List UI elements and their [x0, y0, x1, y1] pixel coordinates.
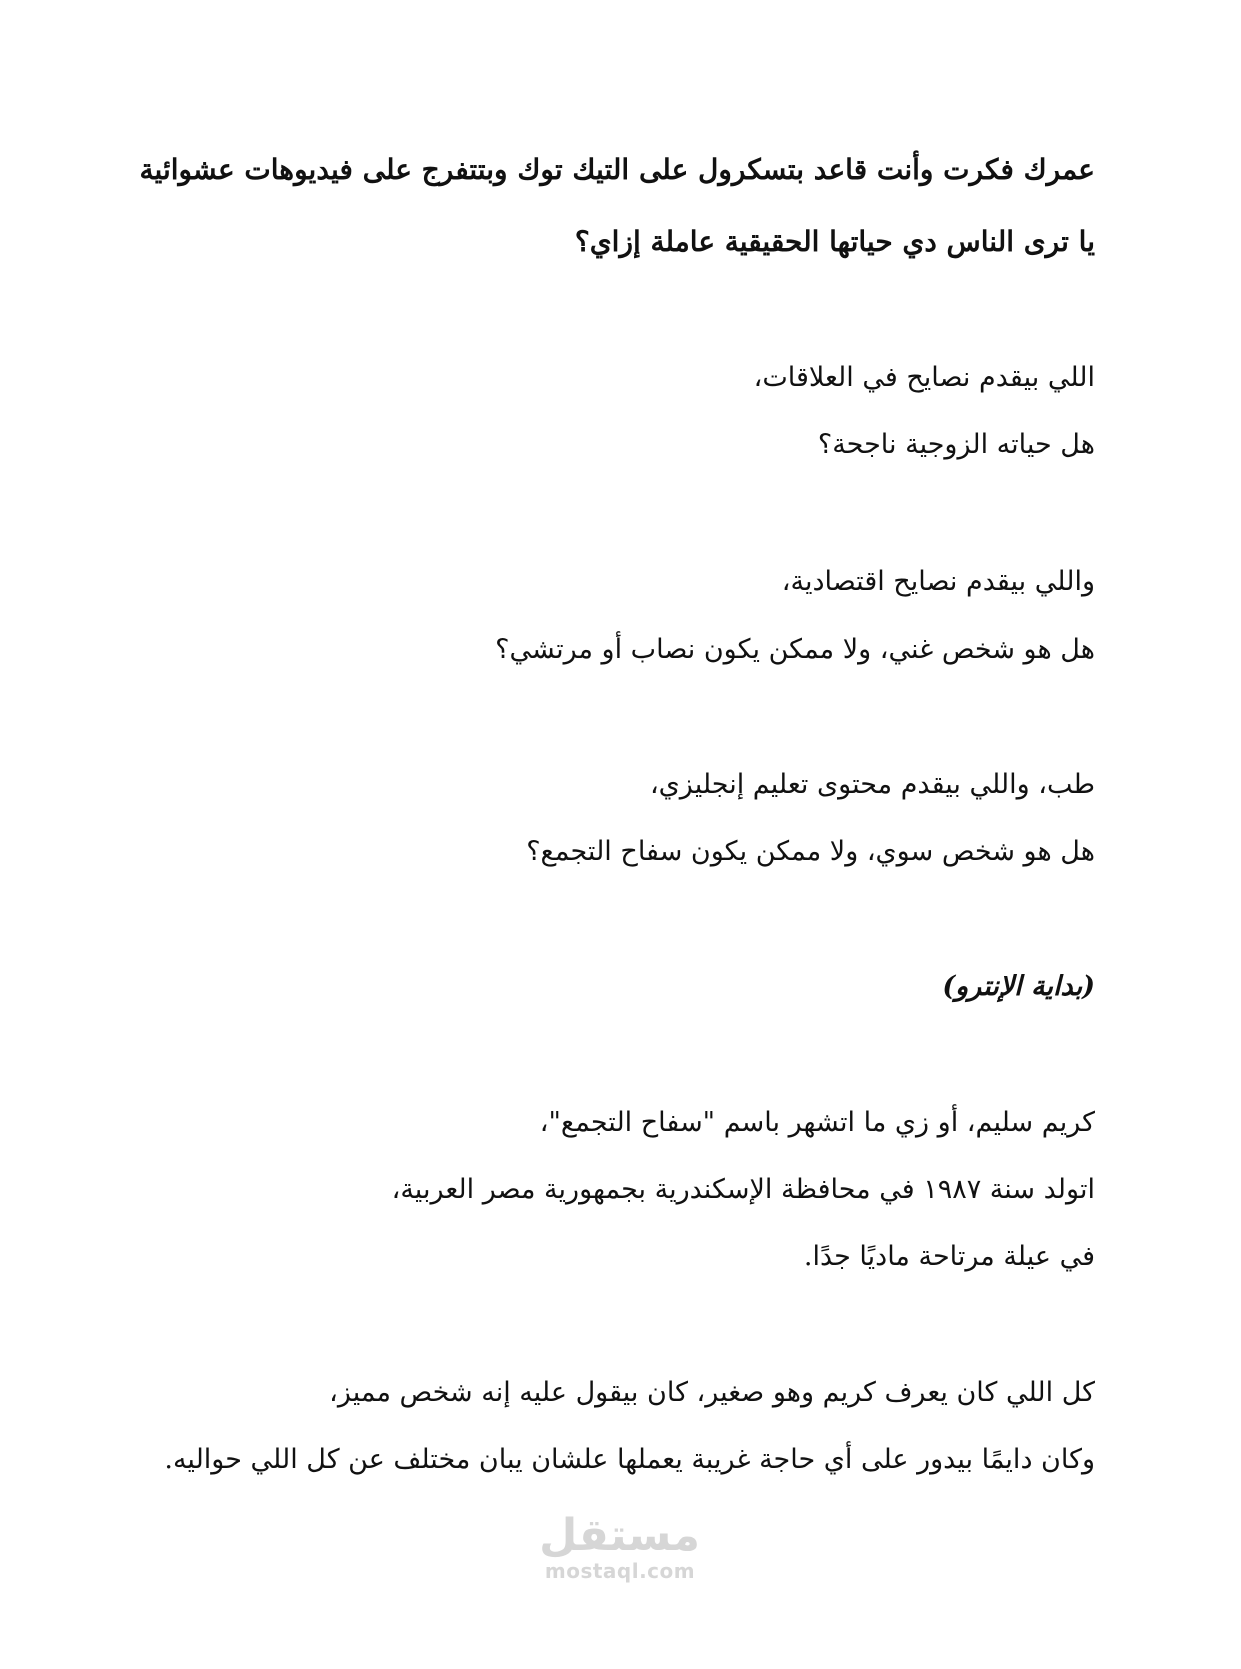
- paragraph-2-line-1: واللي بيقدم نصايح اقتصادية،: [781, 566, 1095, 597]
- paragraph-3-line-2: هل هو شخص سوي، ولا ممكن يكون سفاح التجمع؟: [526, 836, 1095, 867]
- intro-line-3: في عيلة مرتاحة ماديًا جدًا.: [803, 1241, 1095, 1272]
- paragraph-2-line-2: هل هو شخص غني، ولا ممكن يكون نصاب أو مرتشي؟: [495, 634, 1095, 665]
- section-marker: (بداية الإنترو): [942, 971, 1095, 1002]
- closing-line-1: كل اللي كان يعرف كريم وهو صغير، كان بيقول عليه إنه شخص مميز،: [329, 1377, 1095, 1408]
- heading-line-1: عمرك فكرت وأنت قاعد بتسكرول على التيك توك وبتتفرج على فيديوهات عشوائية: [139, 153, 1095, 186]
- watermark-domain: mostaql.com: [544, 1559, 696, 1583]
- closing-line-2: وكان دايمًا بيدور على أي حاجة غريبة يعملها علشان يبان مختلف عن كل اللي حواليه.: [164, 1444, 1095, 1475]
- heading-line-2: يا ترى الناس دي حياتها الحقيقية عاملة إزاي؟: [574, 225, 1095, 258]
- paragraph-3-line-1: طب، واللي بيقدم محتوى تعليم إنجليزي،: [649, 769, 1095, 800]
- paragraph-1-line-1: اللي بيقدم نصايح في العلاقات،: [753, 362, 1095, 393]
- watermark-logo-text: مستقل: [539, 1510, 700, 1561]
- mostaql-watermark: [540, 1512, 700, 1582]
- intro-line-1: كريم سليم، أو زي ما اتشهر باسم "سفاح التجمع"،: [539, 1107, 1095, 1138]
- intro-line-2: اتولد سنة ١٩٨٧ في محافظة الإسكندرية بجمهورية مصر العربية،: [391, 1174, 1095, 1205]
- paragraph-1-line-2: هل حياته الزوجية ناجحة؟: [817, 429, 1095, 460]
